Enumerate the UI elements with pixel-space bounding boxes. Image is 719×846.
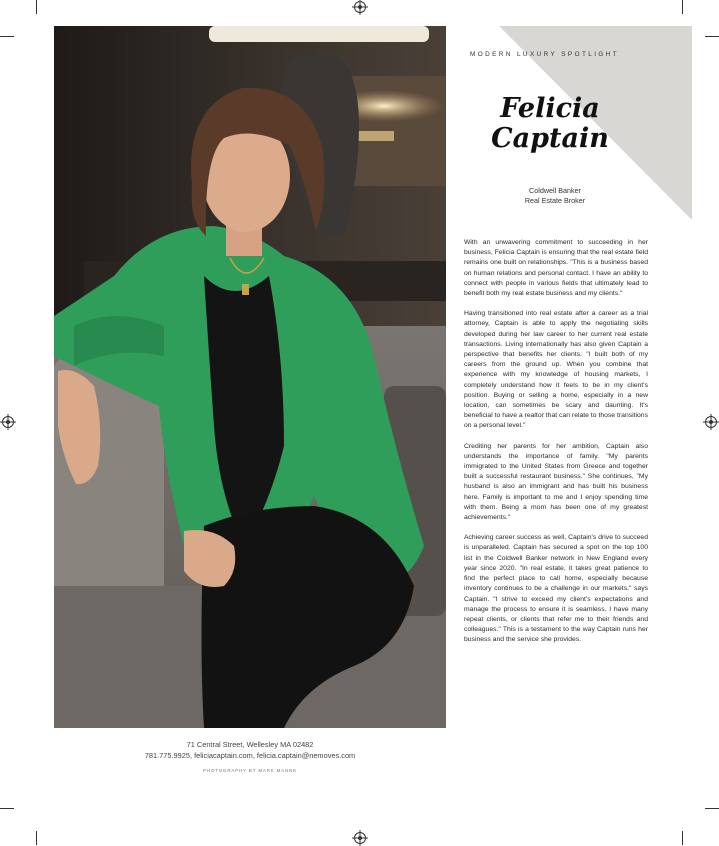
contact-address: 71 Central Street, Wellesley MA 02482 (186, 740, 314, 749)
article-paragraph: Achieving career success as well, Captain's drive to succeed is unparalleled. Captain has secured a spot on the top 100 list in the Coldwell Banker network in New England every year since 2020. "In real estate, it takes great patience to find the perfect place to call home, especially because inventory continues to be a challenge in our markets." says Captain. "I strive to exceed my client's expectations and manage the process to ensure it is seamless. I have many repeat clients, or clients that refer me to their friends and colleagues." This is a testament to the way Captain runs her business and the service she provides. (464, 534, 648, 644)
registration-mark-icon (354, 832, 366, 844)
crop-mark (36, 831, 37, 845)
portrait-illustration (54, 26, 446, 728)
registration-mark-icon (705, 416, 717, 428)
last-name: Captain (491, 123, 609, 154)
profile-company (470, 186, 640, 206)
crop-mark (36, 0, 37, 14)
article-paragraph: Crediting her parents for her ambition, Captain also understands the importance of family. "My parents immigrated to the United States from Greece and together built a successful restaurant business." She continues, "My husband is also an immigrant and has built his business here. Family is important to me and I enjoy spending time with them. Being a mom has been one of my greatest achievements." (464, 442, 648, 522)
photo-credit: PHOTOGRAPHY BY MARK MANNE (203, 768, 297, 773)
profile-name (470, 94, 630, 154)
crop-mark (682, 0, 683, 14)
crop-mark (0, 36, 14, 37)
crop-mark (705, 808, 719, 809)
article-paragraph: Having transitioned into real estate after a career as a trial attorney, Captain is able to apply the negotiating skills developed during her law career to her current real estate transactions. Living internationally has also given Captain a perspective that benefits her clients. "I built both of my careers from the ground up. When you combine that experience with my knowledge of housing markets, I completely understand how it feels to be in my client's position. Buying or selling a home, especially in a new location, can sometimes be scary and daunting. It's beneficial to have a realtor that can relate to those transitions on a personal level." (464, 310, 648, 430)
crop-mark (0, 808, 14, 809)
job-title: Real Estate Broker (524, 196, 586, 205)
company-name: Coldwell Banker (529, 186, 581, 195)
registration-mark-icon (2, 416, 14, 428)
portrait-photo (54, 26, 446, 728)
registration-mark-icon (354, 1, 366, 13)
article-paragraph: With an unwavering commitment to succeeding in her business, Felicia Captain is ensuring that the real estate field remains one built on relationships. "This is a business based on human relations and personal contact. I have an ability to connect with people in various fields that ultimately lead to benefit both my real estate business and my clients." (464, 239, 648, 298)
contact-details: 781.775.9925, feliciacaptain.com, felicia.captain@nemoves.com (144, 750, 356, 760)
first-name: Felicia (500, 93, 600, 124)
crop-mark (682, 831, 683, 845)
contact-block (130, 740, 370, 761)
article-body (464, 238, 648, 656)
section-kicker: MODERN LUXURY SPOTLIGHT (470, 51, 620, 58)
crop-mark (705, 36, 719, 37)
